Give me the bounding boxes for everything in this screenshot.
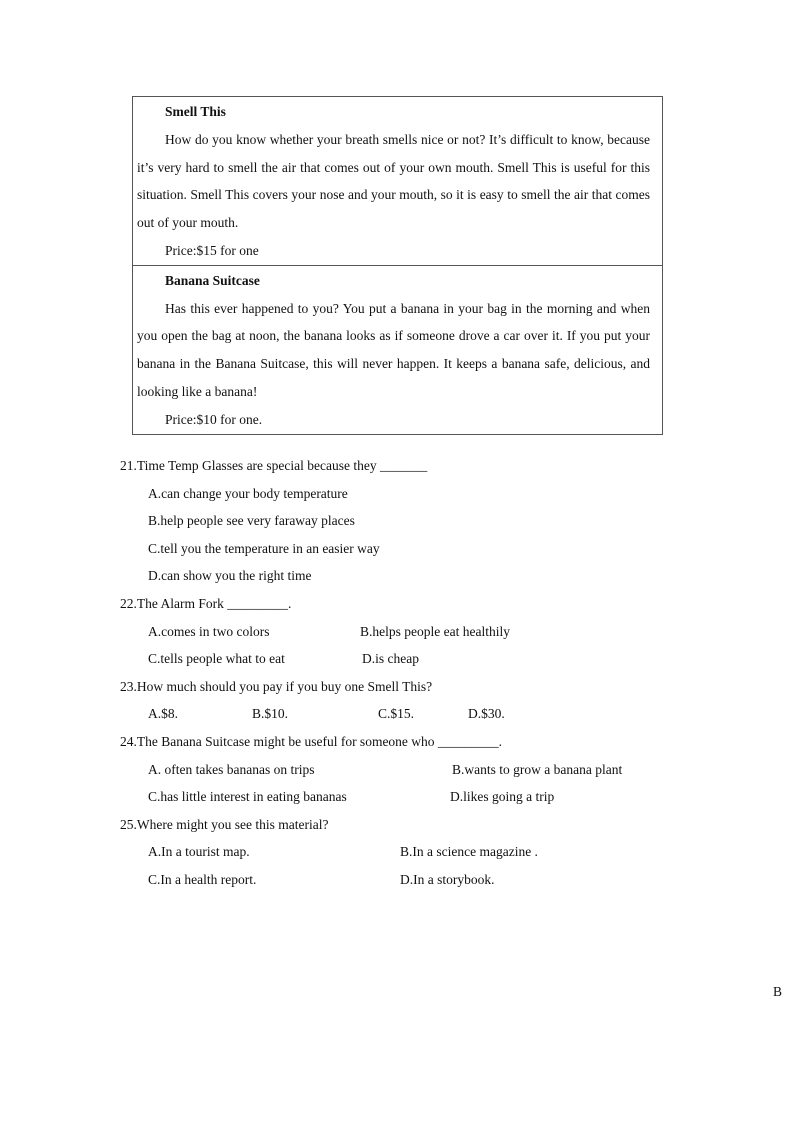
question-21-option-d: D.can show you the right time: [148, 568, 312, 584]
question-23-option-d: D.$30.: [468, 706, 505, 722]
question-25-stem: 25.Where might you see this material?: [120, 816, 329, 832]
question-24-options-row-1: [120, 756, 680, 784]
question-21-option-b-row: [120, 507, 680, 535]
question-list: [120, 452, 680, 894]
question-25-option-b: B.In a science magazine .: [400, 844, 538, 860]
question-23-option-a: A.$8.: [148, 706, 178, 722]
question-23-options-row: [120, 700, 680, 728]
question-23-stem: 23.How much should you pay if you buy one Smell This?: [120, 678, 433, 694]
question-24-option-a: A. often takes bananas on trips: [148, 761, 315, 777]
smell-this-section: [133, 97, 662, 265]
question-22-options-row-1: [120, 618, 680, 646]
question-24-option-b: B.wants to grow a banana plant: [452, 761, 623, 777]
question-22-options-row-2: [120, 645, 680, 673]
question-23-option-c: C.$15.: [378, 706, 415, 722]
question-21-option-a: A.can change your body temperature: [148, 485, 348, 501]
question-25-options-row-2: [120, 866, 680, 894]
question-21-option-c: C.tell you the temperature in an easier way: [148, 540, 380, 556]
question-24-stem: 24.The Banana Suitcase might be useful for someone who _________.: [120, 733, 503, 749]
banana-suitcase-body: Has this ever happened to you? You put a banana in your bag in the morning and when you open the bag at noon, the banana looks as if someone drove a car over it. If you put your banana in the Banana Suitcase, this will never happen. It keeps a banana safe, delicious, and looking like a banana!: [137, 300, 650, 399]
question-22-option-b: B.helps people eat healthily: [360, 623, 510, 639]
question-25-options-row-1: [120, 838, 680, 866]
question-24-option-c: C.has little interest in eating bananas: [148, 789, 347, 805]
question-21-option-d-row: [120, 562, 680, 590]
question-22-stem: 22.The Alarm Fork _________.: [120, 595, 292, 611]
question-22-option-c: C.tells people what to eat: [148, 651, 285, 667]
question-23-option-b: B.$10.: [252, 706, 289, 722]
question-25-option-c: C.In a health report.: [148, 871, 257, 887]
question-21-option-c-row: [120, 535, 680, 563]
question-21-stem: 21.Time Temp Glasses are special because they _______: [120, 458, 428, 473]
question-25-option-d: D.In a storybook.: [400, 871, 495, 887]
banana-suitcase-section: [133, 265, 662, 434]
banana-suitcase-price: Price:$10 for one.: [165, 411, 263, 427]
question-21-option-a-row: [120, 480, 680, 508]
question-25-option-a: A.In a tourist map.: [148, 844, 250, 860]
question-24-options-row-2: [120, 783, 680, 811]
section-letter-b: B: [773, 984, 783, 999]
banana-suitcase-title: Banana Suitcase: [165, 272, 260, 288]
reading-passage-box: [132, 96, 663, 435]
smell-this-title: Smell This: [165, 104, 226, 119]
question-24-option-d: D.likes going a trip: [450, 789, 555, 805]
smell-this-price: Price:$15 for one: [165, 242, 259, 258]
smell-this-body: How do you know whether your breath smells nice or not? It’s difficult to know, because it’s very hard to smell the air that comes out of your own mouth. Smell This is useful for this situation. Smell This covers your nose and your mouth, so it is easy to smell the air that comes out of your mouth.: [137, 131, 650, 231]
question-22-option-a: A.comes in two colors: [148, 623, 270, 639]
question-21-option-b: B.help people see very faraway places: [148, 513, 355, 529]
question-22-option-d: D.is cheap: [362, 651, 419, 667]
